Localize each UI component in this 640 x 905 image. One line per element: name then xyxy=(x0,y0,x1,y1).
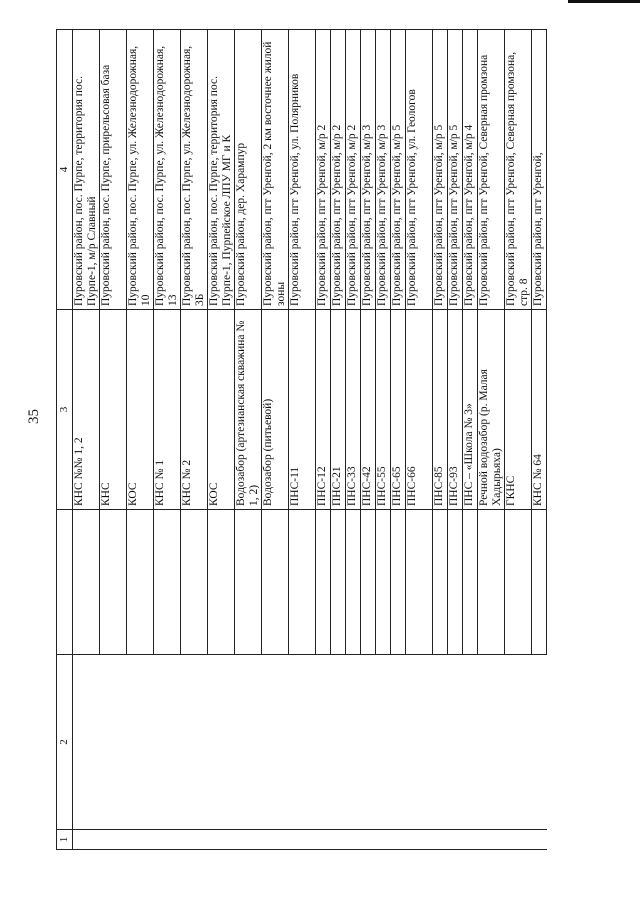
object-address: Пуровский район, пос. Пурпе, ул. Железнодорожная, 10 xyxy=(127,30,154,310)
row-col-blank xyxy=(331,510,346,655)
object-address: Пуровский район, пос. Пурпе, прирельсовая база xyxy=(100,30,127,310)
table-row xyxy=(361,30,376,850)
row-col-blank xyxy=(532,510,547,655)
table-row xyxy=(316,30,331,850)
row-col-1 xyxy=(316,830,331,850)
row-col-2 xyxy=(127,655,154,830)
object-name: ГКНС xyxy=(505,310,532,510)
object-address: Пуровский район, пгт Уренгой, м/р 2 xyxy=(346,30,361,310)
rotated-page-content xyxy=(56,30,576,850)
row-col-1 xyxy=(154,830,181,850)
header-col-2: 2 xyxy=(57,655,73,830)
object-name: Речной водозабор (р. Малая Хадырьяха) xyxy=(478,310,505,510)
table-row xyxy=(100,30,127,850)
table-row xyxy=(505,30,532,850)
object-name: ПНС-11 xyxy=(289,310,316,510)
object-address: Пуровский район, пгт Уренгой, м/р 2 xyxy=(331,30,346,310)
table-row xyxy=(433,30,448,850)
object-name: ПНС-93 xyxy=(448,310,463,510)
object-address: Пуровский район, пгт Уренгой, xyxy=(532,30,547,310)
table-row xyxy=(376,30,391,850)
object-name: Водозабор (артезианская скважина № 1, 2) xyxy=(235,310,262,510)
header-row xyxy=(57,30,73,850)
row-col-2 xyxy=(433,655,448,830)
row-col-blank xyxy=(361,510,376,655)
row-col-1 xyxy=(235,830,262,850)
object-address: Пуровский район, пгт Уренгой, м/р 2 xyxy=(316,30,331,310)
row-col-2 xyxy=(406,655,433,830)
row-col-blank xyxy=(433,510,448,655)
row-col-blank xyxy=(391,510,406,655)
object-name: ПНС-42 xyxy=(361,310,376,510)
row-col-2 xyxy=(208,655,235,830)
row-col-2 xyxy=(73,655,100,830)
object-name: КНС xyxy=(100,310,127,510)
object-name: КОС xyxy=(127,310,154,510)
object-name: Водозабор (питьевой) xyxy=(262,310,289,510)
row-col-1 xyxy=(433,830,448,850)
row-col-1 xyxy=(505,830,532,850)
row-col-1 xyxy=(391,830,406,850)
row-col-2 xyxy=(361,655,376,830)
object-name: ПНС-55 xyxy=(376,310,391,510)
object-address: Пуровский район, пос. Пурпе, территория пос. Пурпе-1, Пурпейское ЛПУ МГ и К xyxy=(208,30,235,310)
object-address: Пуровский район, пгт Уренгой, ул. Полярников xyxy=(289,30,316,310)
table-row xyxy=(463,30,478,850)
table-row xyxy=(181,30,208,850)
row-col-blank xyxy=(100,510,127,655)
row-col-2 xyxy=(376,655,391,830)
row-col-1 xyxy=(463,830,478,850)
table-row xyxy=(235,30,262,850)
row-col-1 xyxy=(331,830,346,850)
row-col-2 xyxy=(100,655,127,830)
object-name: КНС №№ 1, 2 xyxy=(73,310,100,510)
table-row xyxy=(208,30,235,850)
row-col-1 xyxy=(376,830,391,850)
row-col-2 xyxy=(289,655,316,830)
object-address: Пуровский район, пгт Уренгой, м/р 4 xyxy=(463,30,478,310)
row-col-2 xyxy=(505,655,532,830)
row-col-1 xyxy=(73,830,100,850)
row-col-blank xyxy=(448,510,463,655)
table-row xyxy=(532,30,547,850)
row-col-blank xyxy=(478,510,505,655)
object-name: КНС № 1 xyxy=(154,310,181,510)
row-col-blank xyxy=(376,510,391,655)
object-address: Пуровский район, дер. Харампур xyxy=(235,30,262,310)
row-col-2 xyxy=(448,655,463,830)
object-address: Пуровский район, пгт Уренгой, м/р 3 xyxy=(361,30,376,310)
header-col-1: 1 xyxy=(57,830,73,850)
header-col-blank xyxy=(57,510,73,655)
object-name: ПНС-65 xyxy=(391,310,406,510)
table-row xyxy=(448,30,463,850)
row-col-1 xyxy=(532,830,547,850)
table-row xyxy=(478,30,505,850)
row-col-blank xyxy=(262,510,289,655)
object-name: КНС № 64 xyxy=(532,310,547,510)
table-row xyxy=(127,30,154,850)
row-col-1 xyxy=(100,830,127,850)
object-name: ПНС-12 xyxy=(316,310,331,510)
row-col-blank xyxy=(463,510,478,655)
row-col-blank xyxy=(208,510,235,655)
row-col-2 xyxy=(478,655,505,830)
table-row xyxy=(406,30,433,850)
object-address: Пуровский район, пос. Пурпе, территория пос. Пурпе-1, м/р Славный xyxy=(73,30,100,310)
row-col-2 xyxy=(532,655,547,830)
row-col-2 xyxy=(463,655,478,830)
row-col-blank xyxy=(289,510,316,655)
object-name: ПНС-21 xyxy=(331,310,346,510)
row-col-1 xyxy=(208,830,235,850)
row-col-blank xyxy=(127,510,154,655)
row-col-1 xyxy=(346,830,361,850)
row-col-blank xyxy=(181,510,208,655)
page-number: 35 xyxy=(26,409,42,424)
table-row xyxy=(346,30,361,850)
row-col-blank xyxy=(316,510,331,655)
row-col-2 xyxy=(316,655,331,830)
row-col-1 xyxy=(127,830,154,850)
object-address: Пуровский район, пгт Уренгой, м/р 5 xyxy=(433,30,448,310)
object-address: Пуровский район, пгт Уренгой, м/р 3 xyxy=(376,30,391,310)
row-col-2 xyxy=(154,655,181,830)
row-col-blank xyxy=(505,510,532,655)
object-address: Пуровский район, пгт Уренгой, м/р 5 xyxy=(448,30,463,310)
object-name: ПНС – «Школа № 3» xyxy=(463,310,478,510)
table-row xyxy=(73,30,100,850)
row-col-1 xyxy=(406,830,433,850)
object-address: Пуровский район, пгт Уренгой, м/р 5 xyxy=(391,30,406,310)
table-row xyxy=(289,30,316,850)
row-col-1 xyxy=(478,830,505,850)
row-col-blank xyxy=(346,510,361,655)
header-col-4: 4 xyxy=(57,30,73,310)
row-col-2 xyxy=(391,655,406,830)
row-col-1 xyxy=(448,830,463,850)
row-col-2 xyxy=(262,655,289,830)
row-col-blank xyxy=(406,510,433,655)
scan-edge-mark xyxy=(568,0,640,3)
row-col-1 xyxy=(262,830,289,850)
object-address: Пуровский район, пос. Пурпе, ул. Железнодорожная, 3Б xyxy=(181,30,208,310)
row-col-blank xyxy=(235,510,262,655)
object-name: ПНС-33 xyxy=(346,310,361,510)
table-row xyxy=(154,30,181,850)
row-col-1 xyxy=(181,830,208,850)
row-col-2 xyxy=(346,655,361,830)
row-col-blank xyxy=(73,510,100,655)
object-address: Пуровский район, пгт Уренгой, 2 км восточнее жилой зоны xyxy=(262,30,289,310)
object-name: ПНС-66 xyxy=(406,310,433,510)
table-row xyxy=(331,30,346,850)
table-row xyxy=(262,30,289,850)
row-col-1 xyxy=(289,830,316,850)
object-name: КНС № 2 xyxy=(181,310,208,510)
object-name: ПНС-85 xyxy=(433,310,448,510)
row-col-2 xyxy=(181,655,208,830)
row-col-blank xyxy=(154,510,181,655)
row-col-2 xyxy=(235,655,262,830)
object-address: Пуровский район, пгт Уренгой, Северная промзона xyxy=(478,30,505,310)
objects-table xyxy=(56,29,547,850)
object-address: Пуровский район, пос. Пурпе, ул. Железнодорожная, 13 xyxy=(154,30,181,310)
row-col-2 xyxy=(331,655,346,830)
header-col-3: 3 xyxy=(57,310,73,510)
object-name: КОС xyxy=(208,310,235,510)
object-address: Пуровский район, пгт Уренгой, Северная промзона, стр. 8 xyxy=(505,30,532,310)
table-row xyxy=(391,30,406,850)
object-address: Пуровский район, пгт Уренгой, ул. Геологов xyxy=(406,30,433,310)
row-col-1 xyxy=(361,830,376,850)
